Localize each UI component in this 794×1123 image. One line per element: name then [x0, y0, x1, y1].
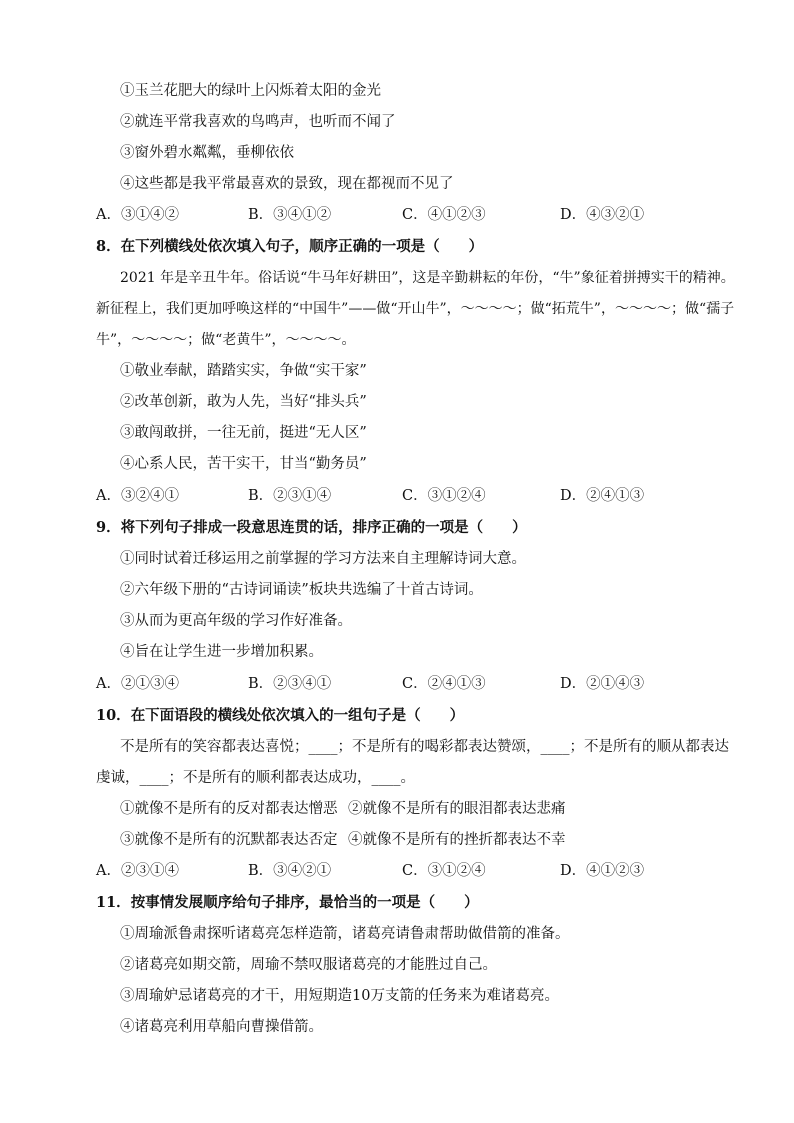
- sentence-item: ②就像不是所有的眼泪都表达悲痛: [348, 801, 566, 817]
- option-b[interactable]: B．③④①②: [248, 207, 332, 223]
- answer-options: [96, 485, 706, 507]
- sentence-item: ①就像不是所有的反对都表达憎恶: [120, 801, 338, 817]
- question-stem: 在下列横线处依次填入句子，顺序正确的一项是（ ）: [120, 238, 484, 255]
- option-c[interactable]: C．③①②④: [402, 488, 486, 504]
- answer-options: [96, 204, 706, 226]
- option-d[interactable]: D．②④①③: [560, 488, 645, 504]
- option-a[interactable]: A．②①③④: [96, 676, 179, 692]
- option-c[interactable]: C．④①②③: [402, 207, 486, 223]
- sentence-item: ④这些都是我平常最喜欢的景致，现在都视而不见了: [120, 176, 454, 192]
- passage-line: 虔诚，____；不是所有的顺利都表达成功，____。: [96, 770, 415, 786]
- option-a[interactable]: A．③②④①: [96, 488, 179, 504]
- sentence-item: ④诸葛亮利用草船向曹操借箭。: [120, 1019, 323, 1035]
- sentence-item: ①玉兰花肥大的绿叶上闪烁着太阳的金光: [120, 83, 381, 99]
- option-d[interactable]: D．④③②①: [560, 207, 645, 223]
- option-d[interactable]: D．②①④③: [560, 676, 645, 692]
- sentence-item: ②六年级下册的“古诗词诵读”板块共选编了十首古诗词。: [120, 582, 483, 598]
- option-b[interactable]: B．③④②①: [248, 863, 332, 879]
- sentence-item: ②就连平常我喜欢的鸟鸣声，也听而不闻了: [120, 114, 396, 130]
- sentence-item: ④旨在让学生进一步增加积累。: [120, 644, 323, 660]
- option-b[interactable]: B．②③①④: [248, 488, 332, 504]
- question-stem: 将下列句子排成一段意思连贯的话，排序正确的一项是（ ）: [120, 519, 527, 536]
- passage-line: 不是所有的笑容都表达喜悦；____；不是所有的喝彩都表达赞颂，____；不是所有的顺从都表达: [120, 739, 729, 755]
- sentence-item: ④心系人民，苦干实干，甘当“勤务员”: [120, 456, 367, 472]
- option-a[interactable]: A．②③①④: [96, 863, 179, 879]
- sentence-item: ③从而为更高年级的学习作好准备。: [120, 613, 352, 629]
- sentence-item: ②诸葛亮如期交箭，周瑜不禁叹服诸葛亮的才能胜过自己。: [120, 957, 497, 973]
- sentence-item: ③敢闯敢拼，一往无前，挺进“无人区”: [120, 425, 367, 441]
- sentence-item: ④就像不是所有的挫折都表达不幸: [348, 832, 566, 848]
- sentence-item: ①敬业奉献，踏踏实实，争做“实干家”: [120, 363, 367, 379]
- sentence-item: ②改革创新，敢为人先，当好“排头兵”: [120, 394, 367, 410]
- option-a[interactable]: A．③①④②: [96, 207, 179, 223]
- option-c[interactable]: C．②④①③: [402, 676, 486, 692]
- sentence-pair: [96, 829, 706, 851]
- question-8-title: [96, 236, 706, 258]
- question-stem: 在下面语段的横线处依次填入的一组句子是（ ）: [130, 707, 465, 724]
- passage-line: 牛”，～～～～；做“老黄牛”，～～～～。: [96, 332, 356, 348]
- sentence-item: ①周瑜派鲁肃探听诸葛亮怎样造箭，诸葛亮请鲁肃帮助做借箭的准备。: [120, 926, 570, 942]
- sentence-item: ③就像不是所有的沉默都表达否定: [120, 832, 338, 848]
- sentence-item: ③窗外碧水粼粼，垂柳依依: [120, 145, 294, 161]
- question-number: 11．: [96, 894, 131, 911]
- question-number: 10．: [96, 707, 131, 724]
- question-11-title: [96, 892, 706, 914]
- option-d[interactable]: D．④①②③: [560, 863, 645, 879]
- answer-options: [96, 860, 706, 882]
- sentence-pair: [96, 798, 706, 820]
- answer-options: [96, 673, 706, 695]
- question-number: 9．: [96, 519, 121, 536]
- sentence-item: ①同时试着迁移运用之前掌握的学习方法来自主理解诗词大意。: [120, 551, 526, 567]
- question-10-title: [96, 705, 706, 727]
- passage-line: 新征程上，我们更加呼唤这样的“中国牛”——做“开山牛”，～～～～；做“拓荒牛”，～～～～；做“孺子: [96, 301, 735, 317]
- question-number: 8．: [96, 238, 121, 255]
- sentence-item: ③周瑜妒忌诸葛亮的才干，用短期造10万支箭的任务来为难诸葛亮。: [120, 988, 559, 1004]
- option-b[interactable]: B．②③④①: [248, 676, 332, 692]
- option-c[interactable]: C．③①②④: [402, 863, 486, 879]
- question-9-title: [96, 517, 706, 539]
- question-stem: 按事情发展顺序给句子排序，最恰当的一项是（ ）: [130, 894, 479, 911]
- passage-line: 2021 年是辛丑牛年。俗话说“牛马年好耕田”，这是辛勤耕耘的年份，“牛”象征着拼搏实干的精神。: [120, 270, 735, 286]
